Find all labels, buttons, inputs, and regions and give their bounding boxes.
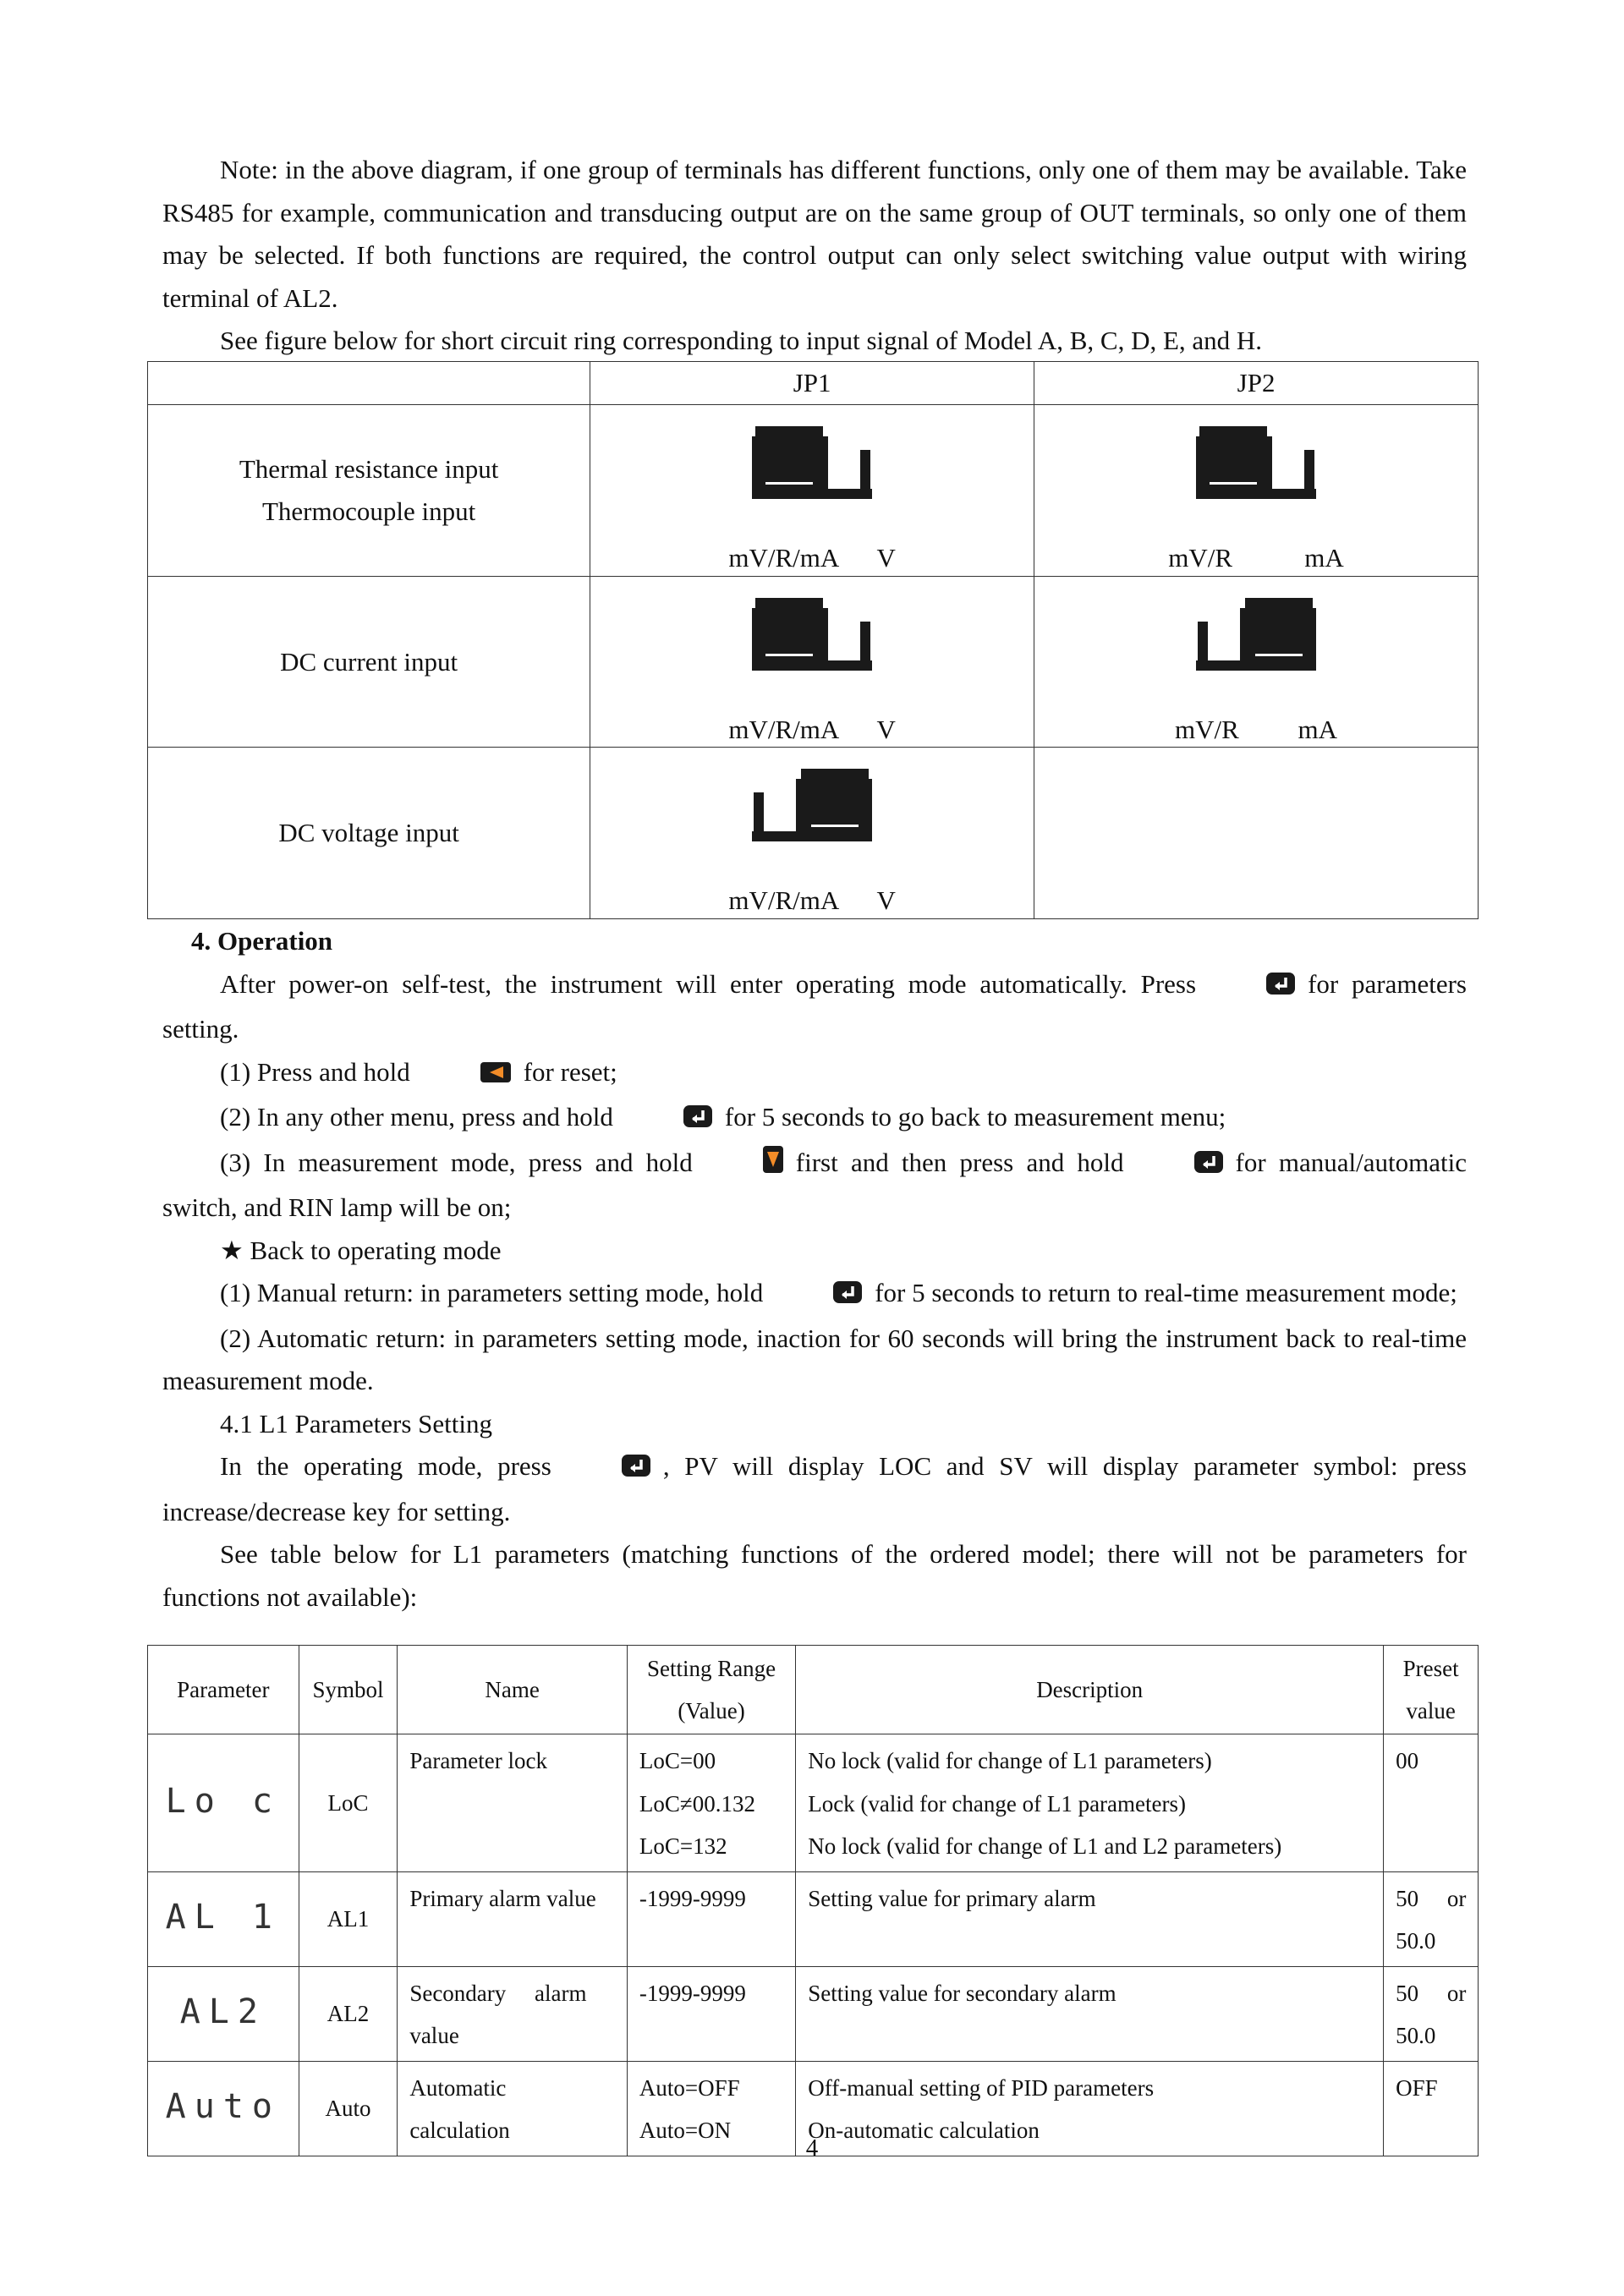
- cell-line: On-automatic calculation: [808, 2118, 1040, 2143]
- jumper-left-icon: [749, 596, 875, 681]
- l1-heading: 4.1 L1 Parameters Setting: [220, 1408, 492, 1438]
- range-cell: [627, 1871, 795, 1966]
- cell-line: Automatic: [409, 2074, 507, 2101]
- jp1-cell: [590, 748, 1034, 919]
- label-line: DC current input: [280, 646, 458, 677]
- enter-key-icon: [775, 1274, 863, 1318]
- segment-display-al2: [148, 1966, 299, 2061]
- cell-line: Parameter lock: [409, 1748, 548, 1773]
- item-text: (2) In any other menu, press and hold: [220, 1102, 613, 1132]
- cell-line: Auto=OFF: [639, 2074, 740, 2101]
- cell-line: Primary alarm value: [409, 1885, 596, 1911]
- cell-line: No lock (valid for change of L1 parameters): [808, 1748, 1212, 1773]
- jumper-right-icon: [1193, 596, 1320, 681]
- note-paragraph: Note: in the above diagram, if one group of terminals has different functions, only one of them may be available. Take RS485 for example, communication and transducing output are on the same group of OUT terminals, so only one of them may be selected. If both functions are required, the control output can only select switching value output with wiring terminal of AL2.: [162, 155, 1467, 313]
- cell-line: 50.0: [1396, 2023, 1436, 2048]
- see-figure-paragraph: See figure below for short circuit ring corresponding to input signal of Model A, B, C, D, E, and H.: [220, 326, 1263, 355]
- cell-line: 50 or: [1396, 1980, 1467, 2006]
- left-arrow-key-icon: [422, 1054, 512, 1097]
- item-text: (3) In measurement mode, press and hold: [220, 1147, 693, 1177]
- jumper-label: mV/R mA: [1168, 543, 1344, 573]
- enter-key-icon: [625, 1099, 713, 1142]
- down-arrow-key-icon: [705, 1144, 784, 1187]
- segment-display-text: Lo c: [165, 1781, 281, 1821]
- page-number: 4: [805, 2134, 819, 2162]
- header-line: Preset: [1402, 1656, 1459, 1681]
- enter-key-icon: [1136, 1144, 1224, 1187]
- table-row: [148, 1734, 1479, 1872]
- cell-line: Secondary alarm: [409, 1980, 587, 2006]
- label-line: DC voltage input: [278, 818, 459, 848]
- cell-line: No lock (valid for change of L1 and L2 parameters): [808, 1833, 1282, 1859]
- header-name: Name: [398, 1646, 628, 1734]
- segment-display-al1: [148, 1871, 299, 1966]
- cell-line: 50.0: [1396, 1928, 1436, 1954]
- jp2-cell-empty: [1034, 748, 1479, 919]
- header-parameter: Parameter: [148, 1646, 299, 1734]
- item-text: for 5 seconds to return to real-time measurement mode;: [875, 1278, 1457, 1307]
- cell-line: calculation: [409, 2118, 510, 2143]
- row-label-dc-voltage: [148, 748, 590, 919]
- manual-return-paragraph: [162, 1272, 1467, 1318]
- description-cell: [796, 1966, 1384, 2061]
- table-row: [148, 1966, 1479, 2061]
- symbol-cell: LoC: [299, 1734, 398, 1872]
- operation-section: [162, 920, 1467, 1619]
- item-text: (1) Press and hold: [220, 1056, 410, 1087]
- item-text: first and then press and hold: [795, 1147, 1124, 1177]
- preset-cell: [1384, 1871, 1479, 1966]
- automatic-return-paragraph: (2) Automatic return: in parameters setting mode, inaction for 60 seconds will bring the instrument back to real-time measurement mode.: [162, 1323, 1467, 1395]
- symbol-cell: AL2: [299, 1966, 398, 2061]
- jumper-table: [147, 361, 1479, 919]
- cell-line: Setting value for primary alarm: [808, 1885, 1096, 1911]
- preset-cell: [1384, 1734, 1479, 1872]
- enter-key-icon: [563, 1448, 651, 1491]
- cell-line: -1999-9999: [639, 1885, 746, 1911]
- name-cell: [398, 1966, 628, 2061]
- range-cell: [627, 1734, 795, 1872]
- jp2-cell: [1034, 576, 1479, 748]
- cell-line: Lock (valid for change of L1 parameters): [808, 1790, 1186, 1817]
- preset-cell: [1384, 1966, 1479, 2061]
- segment-display-loc: [148, 1734, 299, 1872]
- header-description: Description: [796, 1646, 1384, 1734]
- jumper-label: mV/R mA: [1175, 714, 1338, 744]
- jp1-cell: [590, 576, 1034, 748]
- cell-line: 50 or: [1396, 1885, 1467, 1911]
- segment-display-text: AL 1: [165, 1897, 281, 1937]
- operation-item-1: [162, 1051, 1467, 1097]
- row-label-thermal: [148, 405, 590, 577]
- cell-line: value: [409, 2023, 459, 2048]
- segment-display-text: Auto: [165, 2086, 281, 2126]
- item-text: for manual/automatic switch, and RIN lamp will be on;: [162, 1147, 1468, 1222]
- cell-line: LoC≠00.132: [639, 1790, 755, 1817]
- name-cell: [398, 1871, 628, 1966]
- symbol-cell: AL1: [299, 1871, 398, 1966]
- enter-key-icon: [1208, 966, 1296, 1009]
- header-line: (Value): [678, 1698, 745, 1723]
- back-to-operating-heading: ★ Back to operating mode: [220, 1235, 502, 1265]
- jumper-table-corner: [148, 362, 590, 405]
- jumper-left-icon: [749, 425, 875, 509]
- cell-line: 00: [1396, 1748, 1419, 1773]
- header-setting-range: [627, 1646, 795, 1734]
- intro-block: [162, 149, 1467, 363]
- jp1-cell: [590, 405, 1034, 577]
- jp2-cell: [1034, 405, 1479, 577]
- operation-heading: 4. Operation: [191, 926, 333, 956]
- cell-line: Setting value for secondary alarm: [808, 1980, 1116, 2006]
- name-cell: [398, 1734, 628, 1872]
- l1-see-table-paragraph: See table below for L1 parameters (matching functions of the ordered model; there will not be parameters for functions not available):: [162, 1539, 1467, 1612]
- operation-intro-text: After power-on self-test, the instrument will enter operating mode automatically. Press: [220, 968, 1197, 999]
- jumper-right-icon: [749, 767, 875, 852]
- jumper-left-icon: [1193, 425, 1320, 509]
- item-text: for reset;: [523, 1056, 617, 1087]
- range-cell: [627, 1966, 795, 2061]
- cell-line: LoC=132: [639, 1833, 727, 1859]
- header-line: Setting Range: [646, 1656, 776, 1681]
- cell-line: Auto=ON: [639, 2118, 732, 2143]
- description-cell: [796, 1734, 1384, 1872]
- operation-intro: [162, 963, 1467, 1051]
- jp1-header: JP1: [590, 362, 1034, 405]
- l1-paragraph: [162, 1445, 1467, 1533]
- row-label-dc-current: [148, 576, 590, 748]
- jumper-label: mV/R/mA V: [728, 885, 896, 916]
- jumper-label: mV/R/mA V: [728, 543, 896, 573]
- cell-line: LoC=00: [639, 1748, 716, 1773]
- header-preset: [1384, 1646, 1479, 1734]
- l1-parameters-table: [147, 1645, 1479, 2156]
- item-text: In the operating mode, press: [220, 1451, 551, 1481]
- table-row: [148, 1871, 1479, 1966]
- cell-line: OFF: [1396, 2074, 1438, 2101]
- description-cell: [796, 1871, 1384, 1966]
- operation-item-3: [162, 1142, 1467, 1230]
- cell-line: Off-manual setting of PID parameters: [808, 2074, 1155, 2101]
- operation-intro-text-end: for parameters setting.: [162, 968, 1467, 1044]
- operation-item-2: [162, 1096, 1467, 1142]
- symbol-cell: Auto: [299, 2061, 398, 2156]
- cell-line: -1999-9999: [639, 1980, 746, 2006]
- segment-display-text: AL2: [179, 1992, 266, 2031]
- header-line: value: [1406, 1698, 1456, 1723]
- jp2-header: JP2: [1034, 362, 1479, 405]
- item-text: (1) Manual return: in parameters setting mode, hold: [220, 1278, 764, 1307]
- item-text: , PV will display LOC and SV will display parameter symbol: press increase/decrease key for setting.: [162, 1451, 1467, 1526]
- jumper-label: mV/R/mA V: [728, 714, 896, 744]
- label-line: Thermal resistance input: [239, 454, 499, 485]
- item-text: for 5 seconds to go back to measurement menu;: [724, 1102, 1226, 1132]
- label-line: Thermocouple input: [261, 496, 476, 527]
- header-symbol: Symbol: [299, 1646, 398, 1734]
